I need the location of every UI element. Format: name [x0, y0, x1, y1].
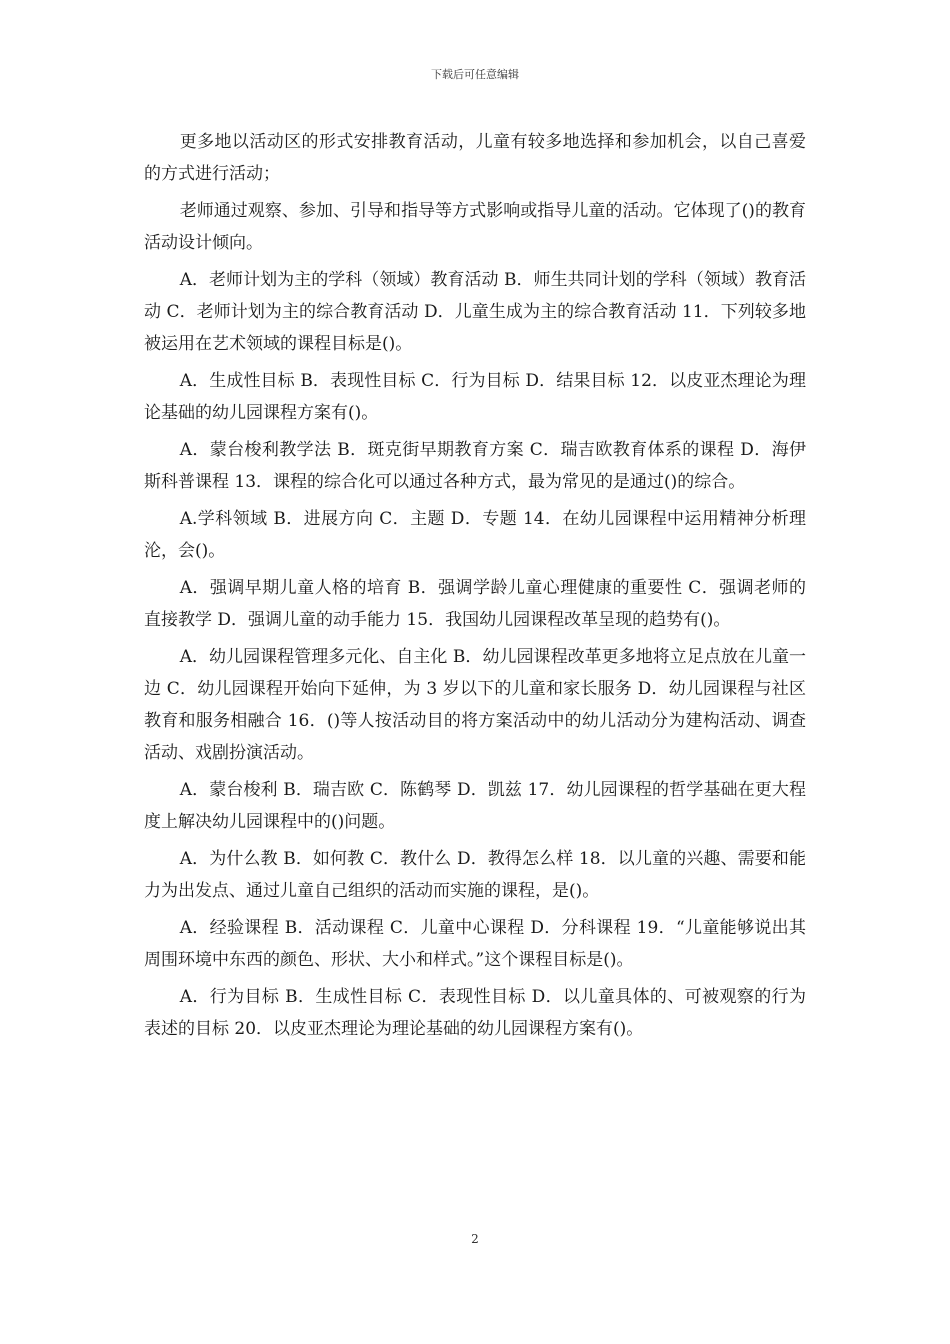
paragraph: A．为什么教 B．如何教 C．教什么 D．教得怎么样 18．以儿童的兴趣、需要和能力为出发点、通过儿童自己组织的活动而实施的课程，是()。: [144, 849, 806, 901]
paragraph: A．生成性目标 B．表现性目标 C．行为目标 D．结果目标 12．以皮亚杰理论为理论基础的幼儿园课程方案有()。: [144, 371, 806, 423]
paragraph: A．老师计划为主的学科（领域）教育活动 B．师生共同计划的学科（领域）教育活动 C．老师计划为主的综合教育活动 D．儿童生成为主的综合教育活动 11．下列较多地被运用在艺术领域的课程目标是()。: [144, 270, 806, 354]
page-header: 下载后可任意编辑: [431, 68, 519, 81]
page-number: 2: [471, 1232, 479, 1246]
paragraph: 老师通过观察、参加、引导和指导等方式影响或指导儿童的活动。它体现了()的教育活动设计倾向。: [144, 201, 806, 253]
document-body: [144, 126, 806, 1050]
paragraph: A．蒙台梭利教学法 B．斑克街早期教育方案 C．瑞吉欧教育体系的课程 D．海伊斯科普课程 13．课程的综合化可以通过各种方式，最为常见的是通过()的综合。: [144, 440, 806, 492]
paragraph: A．行为目标 B．生成性目标 C．表现性目标 D．以儿童具体的、可被观察的行为表述的目标 20．以皮亚杰理论为理论基础的幼儿园课程方案有()。: [144, 987, 806, 1039]
paragraph: 更多地以活动区的形式安排教育活动，儿童有较多地选择和参加机会，以自己喜爱的方式进行活动；: [144, 132, 806, 184]
paragraph: A．蒙台梭利 B．瑞吉欧 C．陈鹤琴 D．凯兹 17．幼儿园课程的哲学基础在更大程度上解决幼儿园课程中的()问题。: [144, 780, 806, 832]
paragraph: A.学科领域 B．进展方向 C．主题 D．专题 14．在幼儿园课程中运用精神分析理沦，会()。: [144, 509, 806, 561]
paragraph: A．幼儿园课程管理多元化、自主化 B．幼儿园课程改革更多地将立足点放在儿童一边 C．幼儿园课程开始向下延伸，为 3 岁以下的儿童和家长服务 D．幼儿园课程与社区教育和服务相融合 16．()等人按活动目的将方案活动中的幼儿活动分为建构活动、调查活动、戏剧扮演活动。: [144, 647, 806, 763]
paragraph: A．强调早期儿童人格的培育 B．强调学龄儿童心理健康的重要性 C．强调老师的直接教学 D．强调儿童的动手能力 15．我国幼儿园课程改革呈现的趋势有()。: [144, 578, 806, 630]
paragraph: A．经验课程 B．活动课程 C．儿童中心课程 D．分科课程 19．“儿童能够说出其周围环境中东西的颜色、形状、大小和样式。”这个课程目标是()。: [144, 918, 806, 970]
